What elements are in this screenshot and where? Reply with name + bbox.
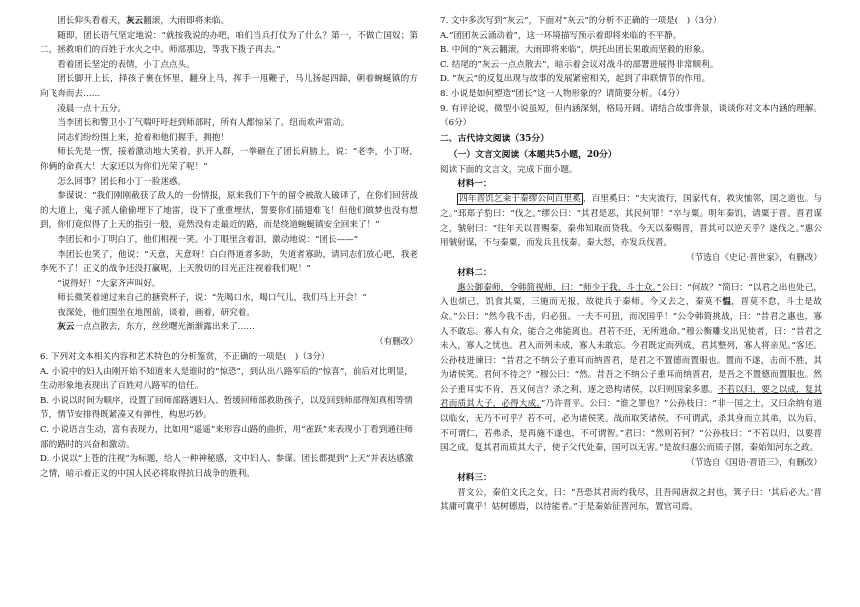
story-paragraph: 团长脚开上长，择孩子裹在怀里，翻身上马，挥手一甩鞭子，马儿扬起四蹄，朝着蜿蜒镇的方向飞奔而去…… xyxy=(40,74,418,99)
story-paragraph: 师长微笑着递过来自己的搪瓷杯子，说：“先喝口水，喝口气儿，我们马上开会！” xyxy=(57,293,367,304)
answer-option: C. 结尾的“灰云一点点散去”，暗示着会议对战斗的部署进展得非常顺利。 xyxy=(440,59,719,70)
material-2-part-3: ”乃许晋平。公曰：“谁之罪也？”公孙枝曰：“非一国之士，又曰余纳有道以临女，无乃不可乎？若不可，必为诸侯笑。战而取笑诸侯，不可谓武，杀其身而立其弟，以为后，不可谓仁，若弗杀，是再施不遂也，不可谓智。”君曰：“然则若何？”公孙枝曰：“不若以归，以要晋国之成，复其君而质其大子，使子父代处秦，国可以无害。”是故归惠公而质子圉，秦始知河东之政。 xyxy=(440,399,822,454)
story-source: （有删改） xyxy=(375,337,418,348)
answer-option: A.“团团灰云涌动着”，这一环境描写预示着即将来临的不平静。 xyxy=(440,30,682,41)
material-1-rest: ，百里奚曰：“夫灾流行，国家代有，救灾恤邻，国之道也。与之。”邳郑子豹曰：“伐之。”缪公曰：“其君是恶，其民何罪！”卒与粟。明年秦饥，请粟于晋。晋君谋之，虢射曰：“往年天以晋赐秦，秦弗知取而贷我。今天以秦赐晋，晋其可以逆天乎？遂伐之。”惠公用虢射谋，不与秦粟，而发兵且伐秦。秦大怒，亦发兵伐晋。 xyxy=(440,194,822,249)
material-3-label: 材料三： xyxy=(457,472,492,483)
boxed-sentence: 四年晋饥乞籴于秦缪公问百里奚 xyxy=(459,194,581,205)
story-paragraph: 李团长也笑了，他说：“天意，天意呀！白白得道者多助，失道者寡助，请同志们放心吧，我老李死不了！正义的战争还没打赢呢，上天殷切的目光正注视着我们呢！” xyxy=(40,249,418,275)
reading-instruction: 阅读下面的文言文，完成下面小题。 xyxy=(440,164,578,175)
paragraph-text: 一点点散去，东方，丝丝曙光渐渐露出来了…… xyxy=(74,322,255,333)
story-paragraph: 怎么回事？团长和小丁一脸迷惑。 xyxy=(57,176,187,187)
story-paragraph: 凌晨一点十五分。 xyxy=(57,103,126,114)
answer-option: D. 小说以“上苍的注视”为标题，给人一种神秘感，文中妇人、参谋、团长都提到“上天”并表达感激之情，暗示着正义的中国人民必将取得抗日战争的胜利。 xyxy=(40,454,414,479)
material-2-source: （节选自《国语·晋语三》，有删改） xyxy=(686,457,822,468)
story-paragraph: 随即，团长语气坚定地说：“就按我说的办吧，咱们当兵打仗为了什么？第一，不做亡国奴；第二，拯救咱们的百姓于水火之中。师部那边，等我下拨子再去。” xyxy=(40,30,418,56)
right-column xyxy=(440,14,822,515)
material-2-part-2: ，晋莫不怠，斗士是故众。”公曰：“然今我不击，归必狃。一夫不可狃，而况国乎！”公令韩简挑战，曰：“昔君之惠也，寡人不敢忘。寡人有众，能合之弗能离也。君若不还，无所逃命。”穆公衡雕戈出见使者，曰：“昔君之未入，寡人之忧也。君入而列未成，寡人未敢忘。今君既定而列成，君其整列，寡人将亲见。”客还。公孙枝进谏曰：“昔君之不纳公子重耳而纳晋君，是君之不置德而置服也。置而不遂，击而不胜，其为诸侯笑。君何不待之？”穆公曰：“然。昔吾之不纳公子重耳而纳晋君，是吾之不置德而置服也。然公子重耳实不肯，吾又何言？杀之利，逐之恐构诸侯，以归则国家多慝。 xyxy=(440,297,822,395)
question-7-stem: 7. 文中多次写到“灰云”，下面对“灰云”的分析不正确的一项是( )（3分） xyxy=(440,16,722,26)
story-paragraph xyxy=(40,14,418,29)
story-paragraph: 师长先是一愣，接着激动地大笑着，扒开人群，一拳砸在了团长肩膀上，说：“老李，小丁呀，你俩的命真大！大家还以为你们光荣了呢！” xyxy=(40,147,418,172)
material-3-text: 晋文公，秦伯文氏之女，曰：“吾恐其君而约我尽，且吾闻唐叔之封也，箕子曰：‘其后必大。’晋其庸可冀乎！姑树德焉，以待能者。”于是秦始征晋河东，置官司焉。 xyxy=(440,487,822,513)
material-2-text xyxy=(440,281,822,456)
story-paragraph: 当李团长和警卫小丁气喘吁吁赶到师部时，所有人都惊呆了。纽而欢声雷动。 xyxy=(57,118,350,129)
material-1-text xyxy=(440,192,822,250)
question-9: 9. 有评论说，微型小说虽短，但内涵深刻，格局开阔。请结合故事背景，谈谈你对文本内涵的理解。（6分） xyxy=(440,103,822,129)
answer-option: B. 小说以时间为顺序，设置了回师部路遇妇人、暂缓回师部救助孩子，以及回到师部得知真相等情节，情节安排得既紧凑又有弹性，构思巧妙。 xyxy=(40,395,413,421)
underlined-sentence-2: 不若以归，要之以成，复其君而质其大子，必得大成。 xyxy=(440,384,822,410)
bold-character: 愠 xyxy=(722,297,732,308)
answer-option: B. 中间的“灰云翻滚，大雨即将来临”，烘托出团长果敢而坚毅的形象。 xyxy=(440,45,710,56)
bold-keyword: 灰云 xyxy=(57,322,75,333)
paragraph-text: 翻滚，大雨即将来临。 xyxy=(143,16,230,26)
story-paragraph: 参谋说：“我们刚刚截获了敌人的一份情报，原来我们下午的留令被敌人破译了，在你们回营战的大道上，鬼子派人偷偷埋下了地雷，设下了重重埋伏，誓要你们插翅难飞！但他们做梦也没有想到，你们竟似得了上天的指引一般，竟然没有走最近的路，而是绕道蜿蜒镇安全回来了！” xyxy=(40,191,418,231)
answer-option: D. “灰云”的反复出现与故事的发展紧密相关，起到了串联情节的作用。 xyxy=(440,74,711,85)
material-2-label: 材料二： xyxy=(457,267,492,278)
material-2-part-1: 公曰：“何故？”简曰：“以君之出也处己，入也烦己，饥食其粟，三施而无报，故徙兵于秦师。今又去之，秦莫不 xyxy=(440,282,822,308)
story-text xyxy=(40,14,418,335)
question-6-stem: 6. 下列对文本相关内容和艺术特色的分析鉴赏，不正确的一项是( )（3分） xyxy=(40,352,330,363)
story-paragraph: 看着团长坚定的表情，小丁点点头。 xyxy=(57,59,195,70)
left-column xyxy=(40,14,418,481)
question-8: 8. 小说是如何塑造“团长”这一人物形象的？请简要分析。（4分） xyxy=(440,88,685,99)
answer-option: A. 小说中的妇人由刚开始不知道来人是谁时的“惊恐”，到认出八路军后的“惊喜”，前后对比明显，生动形象地表现出了百姓对八路军的信任。 xyxy=(40,366,413,392)
bold-keyword: 灰云 xyxy=(125,16,144,26)
underlined-sentence-1: 惠公御秦师，令韩简视师，曰：“师少于我，斗士众。” xyxy=(457,282,662,293)
story-paragraph: 李团长和小丁明白了，他们相视一笑。小丁眼里含着泪，激动地说：“团长——” xyxy=(57,234,359,245)
question-7-options xyxy=(440,29,822,87)
subsection-title: （一）文言文阅读（本题共5小题，20分） xyxy=(448,149,617,160)
story-paragraph: 同志们纷纷围上来，抢着和他们握手，拥抱！ xyxy=(57,132,230,143)
material-1-label: 材料一： xyxy=(457,179,492,190)
section-title: 二、古代诗文阅读（35分） xyxy=(440,133,550,144)
story-paragraph: “说得好！”大家齐声叫好。 xyxy=(57,278,161,289)
question-6-options xyxy=(40,365,418,482)
paragraph-text: 团长仰头看着天， xyxy=(57,16,126,26)
material-1-source: （节选自《史记·晋世家》，有删改） xyxy=(686,252,822,263)
story-paragraph xyxy=(40,320,418,335)
story-paragraph: 夜深处，他们围坐在地图前，谈着，画着，研究着。 xyxy=(57,307,255,318)
answer-option: C. 小说语言生动，富有表现力，比如用“遥遥”来形容山路的曲折，用“雀跃”来表现小丁看到通往师部的路时的兴奋和激动。 xyxy=(40,425,414,450)
